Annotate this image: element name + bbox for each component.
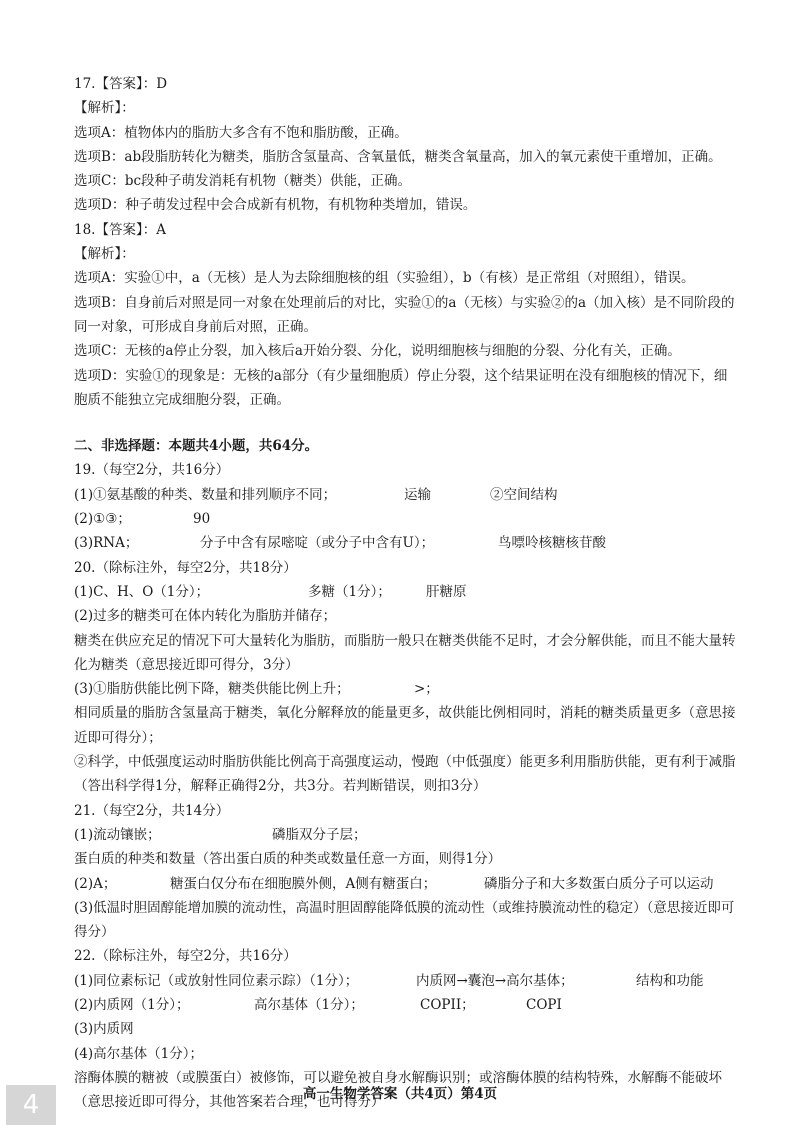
q18-option-a: 选项A：实验①中，a（无核）是人为去除细胞核的组（实验组），b（有核）是正常组（对照组），错误。 xyxy=(74,270,695,287)
q18-answer: 18.【答案】：A xyxy=(74,221,166,238)
q21-1-b: 磷脂双分子层； xyxy=(272,826,367,843)
q19-row-1 xyxy=(74,483,738,507)
q20-row-2: (2)过多的糖类可在体内转化为脂肪并储存； xyxy=(74,608,337,625)
q17-option-d: 选项D：种子萌发过程中会合成新有机物，有机物种类增加，错误。 xyxy=(74,197,477,214)
q20-row-3 xyxy=(74,677,738,701)
q22-2-a: (2)内质网（1分）； xyxy=(74,996,190,1013)
page-number-badge: 4 xyxy=(6,1085,56,1125)
q20-row-3-explain: 相同质量的脂肪含氢量高于糖类，氧化分解释放的能量更多，故供能比例相同时，消耗的糖类质量更多（意思接近即可得分）； xyxy=(74,705,736,746)
q19-1-b: 运输 xyxy=(404,486,431,503)
q22-1-b: 内质网→囊泡→高尔基体； xyxy=(416,972,574,989)
q22-2-c: COPII； xyxy=(420,996,475,1013)
q21-1-a: (1)流动镶嵌； xyxy=(74,826,161,843)
q18-option-d: 选项D：实验①的现象是：无核的a部分（有少量细胞质）停止分裂，这个结果证明在没有细胞核的情况下，细胞质不能独立完成细胞分裂，正确。 xyxy=(74,367,728,408)
q22-1-c: 结构和功能 xyxy=(636,972,704,989)
q17-analysis-label: 【解析】： xyxy=(74,100,135,117)
q19-3-c: 鸟嘌呤核糖核苷酸 xyxy=(498,535,606,552)
q22-row-4: (4)高尔基体（1分）； xyxy=(74,1045,203,1062)
q17-option-a: 选项A：植物体内的脂肪大多含有不饱和脂肪酸，正确。 xyxy=(74,124,408,141)
q20-row-3-part-2: ②科学，中低强度运动时脂肪供能比例高于高强度运动，慢跑（中低强度）能更多利用脂肪供能，更有利于减脂（答出科学得1分，解释正确得2分，共3分。若判断错误，则扣3分） xyxy=(74,754,736,795)
q19-3-a: (3)RNA； xyxy=(74,535,139,552)
q21-row-1-explain: 蛋白质的种类和数量（答出蛋白质的种类或数量任意一方面，则得1分） xyxy=(74,851,502,868)
q21-2-a: (2)A； xyxy=(74,875,117,892)
q22-2-b: 高尔基体（1分）； xyxy=(254,996,364,1013)
q20-row-2-explain: 糖类在供应充足的情况下可大量转化为脂肪，而脂肪一般只在糖类供能不足时，才会分解供能，而且不能大量转化为糖类（意思接近即可得分，3分） xyxy=(74,632,736,673)
q18-option-b: 选项B：自身前后对照是同一对象在处理前后的对比，实验①的a（无核）与实验②的a（加入核）是不同阶段的同一对象，可形成自身前后对照，正确。 xyxy=(74,294,735,335)
q19-row-2 xyxy=(74,507,738,531)
q20-1-b: 多糖（1分）； xyxy=(308,583,391,600)
q20-3-b: >； xyxy=(414,681,439,698)
q22-row-1 xyxy=(74,969,738,993)
q19-2-a: (2)①③； xyxy=(74,511,131,528)
q21-row-3: (3)低温时胆固醇能增加膜的流动性，高温时胆固醇能降低膜的流动性（或维持膜流动性的稳定）（意思接近即可得分） xyxy=(74,899,735,941)
q19-row-3 xyxy=(74,531,738,555)
q19-header: 19.（每空2分，共16分） xyxy=(74,462,230,479)
q20-1-c: 肝糖原 xyxy=(426,583,467,600)
q21-row-1 xyxy=(74,823,738,847)
q22-row-2 xyxy=(74,993,738,1017)
q22-2-d: COPI xyxy=(526,996,562,1013)
q17-answer: 17.【答案】：D xyxy=(74,76,168,92)
q21-header: 21.（每空2分，共14分） xyxy=(74,802,230,819)
q22-header: 22.（除标注外，每空2分，共16分） xyxy=(74,948,297,965)
q21-2-c: 磷脂分子和大多数蛋白质分子可以运动 xyxy=(484,875,714,892)
section-title: 二、非选择题：本题共4小题，共64分。 xyxy=(74,438,319,455)
q22-row-4-explain: 溶酶体膜的糖被（或膜蛋白）被修饰，可以避免被自身水解酶识别；或溶酶体膜的结构特殊，水解酶不能破坏（意思接近即可得分，其他答案若合理，也可得分） xyxy=(74,1069,722,1111)
page-footer: 高一生物学答案（共4页）第4页 xyxy=(302,1086,498,1102)
q22-row-3: (3)内质网 xyxy=(74,1021,134,1038)
answer-page xyxy=(74,72,738,1114)
q17-option-c: 选项C：bc段种子萌发消耗有机物（糖类）供能，正确。 xyxy=(74,173,412,190)
q19-3-b: 分子中含有尿嘧啶（或分子中含有U）； xyxy=(200,535,435,552)
q20-1-a: (1)C、H、O（1分）； xyxy=(74,583,210,600)
q20-header: 20.（除标注外，每空2分，共18分） xyxy=(74,559,297,576)
q19-1-a: (1)①氨基酸的种类、数量和排列顺序不同； xyxy=(74,486,337,503)
section-gap xyxy=(74,412,738,434)
q17-option-b: 选项B：ab段脂肪转化为糖类，脂肪含氢量高、含氧量低，糖类含氧量高，加入的氧元素使干重增加，正确。 xyxy=(74,148,722,165)
q18-option-c: 选项C：无核的a停止分裂，加入核后a开始分裂、分化，说明细胞核与细胞的分裂、分化有关，正确。 xyxy=(74,343,681,360)
q19-1-c: ②空间结构 xyxy=(490,486,558,503)
q18-analysis-label: 【解析】： xyxy=(74,246,135,263)
q21-2-b: 糖蛋白仅分布在细胞膜外侧，A侧有糖蛋白； xyxy=(170,875,437,892)
q20-3-a: (3)①脂肪供能比例下降，糖类供能比例上升； xyxy=(74,681,350,698)
q20-row-1 xyxy=(74,580,738,604)
q21-row-2 xyxy=(74,872,738,896)
q19-2-b: 90 xyxy=(193,511,211,528)
q22-1-a: (1)同位素标记（或放射性同位素示踪）（1分）； xyxy=(74,972,359,989)
